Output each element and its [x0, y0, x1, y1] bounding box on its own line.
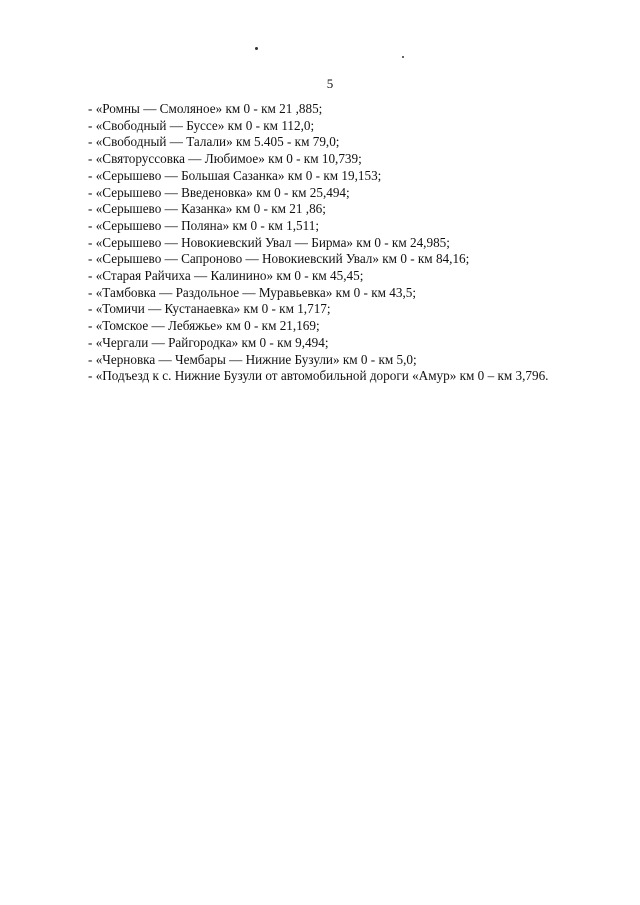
list-item: - «Томское — Лебяжье» км 0 - км 21,169; — [88, 318, 320, 334]
list-item: - «Свободный — Талали» км 5.405 - км 79,0; — [88, 134, 340, 150]
list-item: - «Серышево — Поляна» км 0 - км 1,511; — [88, 217, 319, 233]
list-item: - «Старая Райчиха — Калинино» км 0 - км 45,45; — [88, 268, 364, 284]
list-item: - «Святоруссовка — Любимое» км 0 - км 10,739; — [88, 151, 362, 167]
page-number: 5 — [326, 76, 334, 91]
list-item: - «Серышево — Казанка» км 0 - км 21 ,86; — [88, 201, 326, 217]
list-item: - «Черновка — Чембары — Нижние Бузули» км 0 - км 5,0; — [88, 351, 417, 367]
road-list — [88, 101, 633, 385]
list-item: - «Томичи — Кустанаевка» км 0 - км 1,717; — [88, 301, 331, 317]
list-item: - «Серышево — Сапроново — Новокиевский Увал» км 0 - км 84,16; — [88, 251, 470, 267]
list-item: - «Серышево — Большая Сазанка» км 0 - км 19,153; — [88, 167, 382, 183]
list-item: - «Свободный — Буссе» км 0 - км 112,0; — [88, 117, 315, 133]
scan-speck — [255, 47, 258, 50]
list-item: - «Ромны — Смоляное» км 0 - км 21 ,885; — [88, 101, 323, 116]
list-item: - «Тамбовка — Раздольное — Муравьевка» км 0 - км 43,5; — [88, 284, 417, 300]
list-item: - «Серышево — Новокиевский Увал — Бирма» км 0 - км 24,985; — [88, 234, 450, 250]
list-item: - «Чергали — Райгородка» км 0 - км 9,494; — [88, 334, 329, 350]
list-item: - «Серышево — Введеновка» км 0 - км 25,494; — [88, 184, 350, 200]
scan-speck — [402, 56, 404, 58]
list-item: - «Подъезд к с. Нижние Бузули от автомобильной дороги «Амур» км 0 – км 3,796. — [88, 368, 549, 384]
